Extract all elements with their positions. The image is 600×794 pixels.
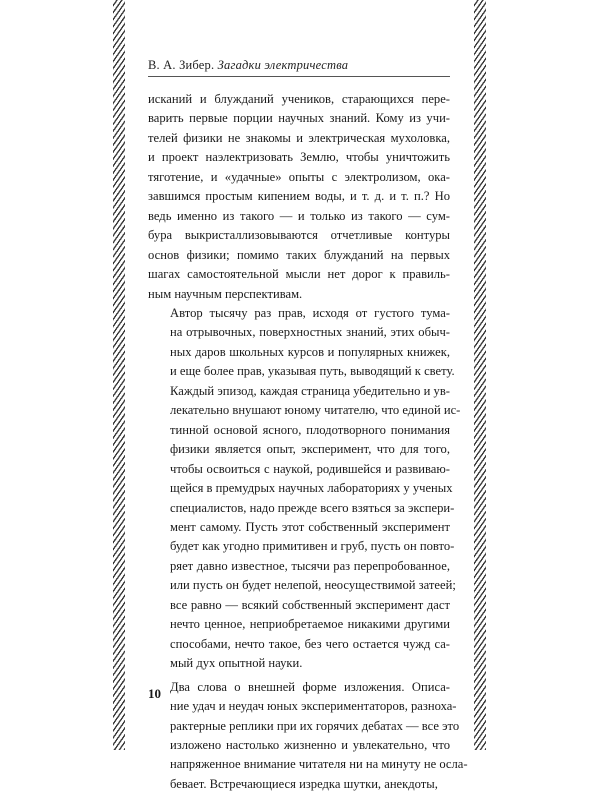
paragraph (148, 678, 468, 794)
text-line: нечто ценное, неприобретаемое никакими другими (170, 617, 450, 632)
text-line: все равно — всякий собственный эксперимент даст (170, 597, 450, 612)
left-hatched-border (113, 0, 125, 750)
text-line: исканий и блужданий учеников, старающихся пере- (148, 92, 450, 106)
running-header (148, 58, 450, 73)
text-line: телей физики не знакомы и электрическая мухоловка, (148, 130, 450, 145)
text-line: и еще более прав, указывая путь, выводящий к свету. (170, 364, 455, 379)
header-rule (148, 76, 450, 77)
text-line: завшимся простым кипением воды, и т. д. и т. п.? Но (148, 189, 450, 204)
text-line: ние удач и неудач юных экспериментаторов, разноха- (170, 699, 457, 714)
text-line: чтобы освоиться с наукой, родившейся и развиваю- (170, 461, 450, 476)
text-line: шагах самостоятельной мысли нет дорог к правиль- (148, 267, 450, 282)
text-line: тяготение, и «удачные» опыты с электролизом, ока- (148, 169, 450, 184)
text-line: и проект наэлектризовать Землю, чтобы уничтожить (148, 150, 450, 165)
text-line: мый дух опытной науки. (170, 656, 303, 671)
text-line: лекательно внушают юному читателю, что единой ис- (170, 403, 461, 418)
text-line: Каждый эпизод, каждая страница убедительно и ув- (170, 383, 450, 398)
text-line: Два слова о внешней форме изложения. Описа- (170, 679, 450, 694)
text-line: на отрывочных, поверхностных знаний, этих обыч- (170, 325, 450, 340)
right-hatched-border (474, 0, 486, 750)
text-line: будет как угодно примитивен и груб, пусть он повто- (170, 539, 455, 554)
body-text (148, 90, 468, 794)
text-line: напряженное внимание читателя ни на минуту не ослa- (170, 757, 468, 772)
text-line: или пусть он будет нелепой, неосуществимой затеей; (170, 578, 456, 593)
text-line: рактерные реплики при их горячих дебатах — все это (170, 718, 460, 733)
text-line: мент самому. Пусть этот собственный эксперимент (170, 519, 450, 534)
text-line: способами, нечто такое, без чего остается чужд са- (170, 636, 450, 651)
paragraph (148, 90, 450, 304)
text-line: основ физики; помимо таких блужданий на первых (148, 247, 450, 262)
text-line: ных даров школьных курсов и популярных книжек, (170, 344, 450, 359)
text-line: Автор тысячу раз прав, исходя от густого тума- (170, 305, 450, 320)
text-line: ным научным перспективам. (148, 286, 303, 301)
text-line: тинной основой ясного, плодотворного понимания (170, 422, 450, 437)
text-line: бевает. Встречающиеся изредка шутки, анекдоты, (170, 776, 438, 791)
text-line: ряет давно известное, тысячи раз перепробованное, (170, 558, 450, 573)
text-line: щейся в премудрых научных лабораториях у ученых (170, 481, 453, 496)
page-number: 10 (148, 686, 161, 701)
paragraph (148, 304, 461, 674)
text-line: физики является опыт, эксперимент, что для того, (170, 442, 450, 457)
header-book-title: Загадки электричества (217, 58, 349, 72)
text-line: специалистов, надо прежде всего взяться за экспери- (170, 500, 455, 515)
header-author: В. А. Зибер. (148, 58, 215, 72)
text-line: варить первые порции научных знаний. Кому из учи- (148, 111, 450, 126)
text-line: ведь именно из такого — и только из такого — сум- (148, 208, 450, 223)
text-line: изложено настолько жизненно и увлекательно, что (170, 737, 450, 752)
text-line: бура выкристаллизовываются отчетливые контуры (148, 228, 450, 243)
